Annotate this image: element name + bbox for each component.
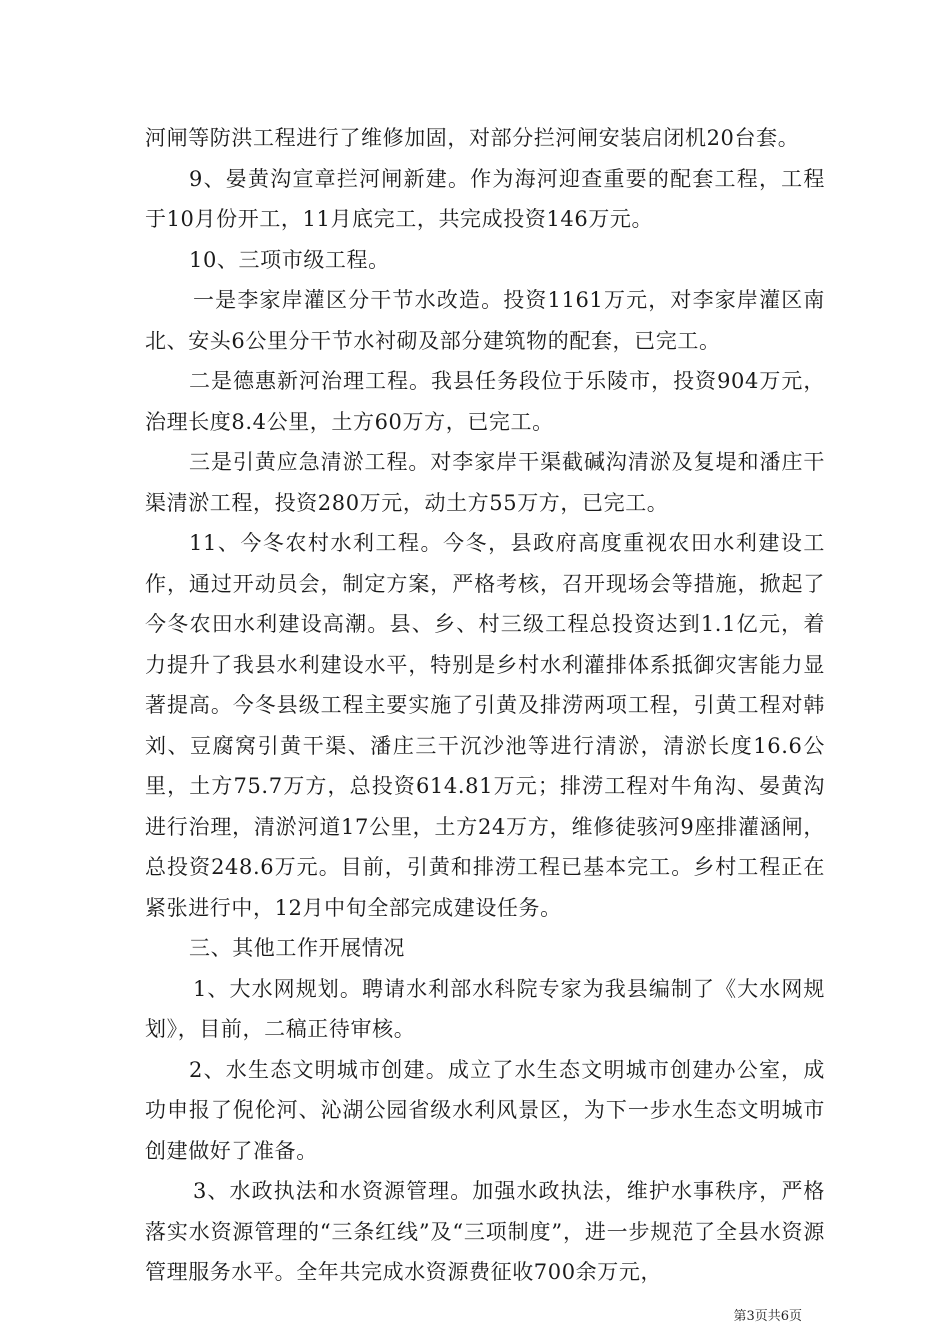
paragraph-item-10-third: 三是引黄应急清淤工程。对李家岸干渠截碱沟清淤及复堤和潘庄干渠清淤工程，投资280万元，动土方55万方，已完工。	[145, 450, 825, 515]
paragraph-other-3: 3、水政执法和水资源管理。加强水政执法，维护水事秩序，严格落实水资源管理的“三条红线”及“三项制度”，进一步规范了全县水资源管理服务水平。全年共完成水资源费征收700余万元，	[145, 1179, 825, 1284]
paragraph-other-1: 1、大水网规划。聘请水利部水科院专家为我县编制了《大水网规划》，目前，二稿正待审核。	[145, 976, 825, 1041]
paragraph-item-10-second: 二是德惠新河治理工程。我县任务段位于乐陵市，投资904万元，治理长度8.4公里，土方60万方，已完工。	[145, 369, 825, 434]
section-heading-other-work: 三、其他工作开展情况	[189, 936, 405, 960]
body-text	[145, 118, 825, 1293]
paragraph-item-10-first: 一是李家岸灌区分干节水改造。投资1161万元，对李家岸灌区南北、安头6公里分干节水衬砌及部分建筑物的配套，已完工。	[145, 288, 825, 353]
paragraph-other-2: 2、水生态文明城市创建。成立了水生态文明城市创建办公室，成功申报了倪伦河、沁湖公园省级水利风景区，为下一步水生态文明城市创建做好了准备。	[145, 1057, 825, 1163]
paragraph-item-11: 11、今冬农村水利工程。今冬，县政府高度重视农田水利建设工作，通过开动员会，制定方案，严格考核，召开现场会等措施，掀起了今冬农田水利建设高潮。县、乡、村三级工程总投资达到1.1亿元，着力提升了我县水利建设水平，特别是乡村水利灌排体系抵御灾害能力显著提高。今冬县级工程主要实施了引黄及排涝两项工程，引黄工程对韩刘、豆腐窝引黄干渠、潘庄三干沉沙池等进行清淤，清淤长度16.6公里，土方75.7万方，总投资614.81万元；排涝工程对牛角沟、晏黄沟进行治理，清淤河道17公里，土方24万方，维修徒骇河9座排灌涵闸，总投资248.6万元。目前，引黄和排涝工程已基本完工。乡村工程正在紧张进行中，12月中旬全部完成建设任务。	[145, 531, 825, 920]
page-number-footer: 第3页共6页	[733, 1309, 802, 1324]
paragraph-flood-control-repairs: 河闸等防洪工程进行了维修加固，对部分拦河闸安装启闭机20台套。	[145, 126, 800, 150]
paragraph-item-9: 9、晏黄沟宣章拦河闸新建。作为海河迎查重要的配套工程，工程于10月份开工，11月底完工，共完成投资146万元。	[145, 166, 825, 231]
paragraph-item-10-heading: 10、三项市级工程。	[189, 247, 390, 272]
